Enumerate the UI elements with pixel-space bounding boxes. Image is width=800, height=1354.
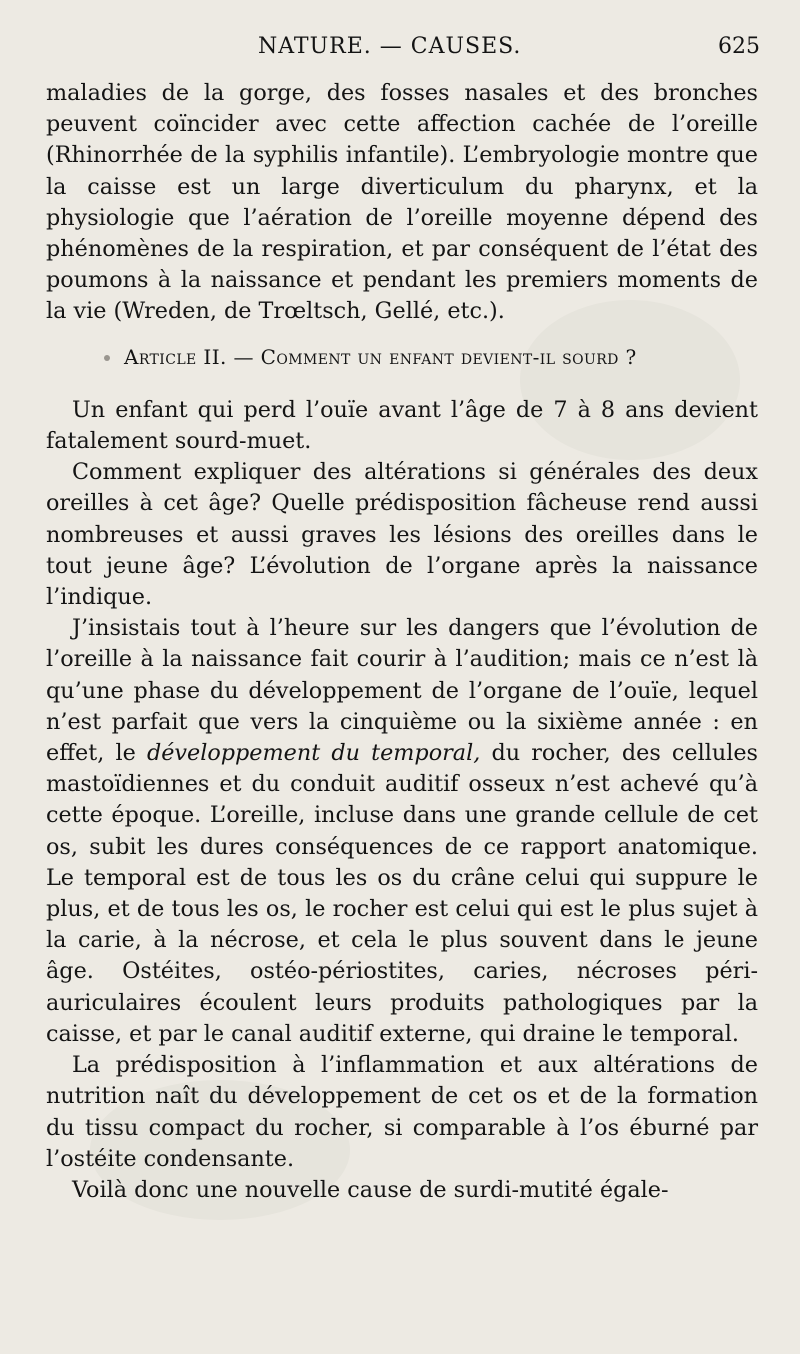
page-body (46, 78, 758, 1206)
page-header (0, 34, 800, 66)
article-heading (46, 342, 758, 373)
paragraph: Voilà donc une nouvelle cause de surdi-mutité égale- (72, 1176, 669, 1203)
paragraph: Un enfant qui perd l’ouïe avant l’âge de 7 à 8 ans devient fatalement sourd-muet. (46, 396, 758, 455)
paragraph-text: J’insistais tout à l’heure sur les dangers que l’évolution de l’oreille à la naissance fait courir à l’audition; mais ce n’est là qu’une phase du développement de l’organe de l’ouïe, lequel n’est parfait que vers la cinquième ou la sixième année : en effet, le (46, 615, 758, 767)
page-number: 625 (718, 34, 760, 59)
paragraph: La prédisposition à l’inflammation et aux altérations de nutrition naît du développement de cet os et de la formation du tissu compact du rocher, si comparable à l’os éburné par l’ostéite condensante. (46, 1052, 758, 1172)
continuation-paragraph: maladies de la gorge, des fosses nasales et des bronches peuvent coïncider avec cette affection cachée de l’oreille (Rhinorrhée de la syphilis infantile). L’embryologie montre que la caisse est un large diverticulum du pharynx, et la physiologie que l’aération de l’oreille moyenne dépend des phénomènes de la respiration, et par conséquent de l’état des poumons à la naissance et pendant les premiers moments de la vie (Wreden, de Trœltsch, Gellé, etc.). (46, 80, 758, 325)
paragraph-text: du rocher, des cellules mastoïdiennes et du conduit auditif osseux n’est achevé qu’à cette époque. L’oreille, incluse dans une grande cellule de cet os, subit les dures conséquences de ce rapport anatomique. Le temporal est de tous les os du crâne celui qui suppure le plus, et de tous les os, le rocher est celui qui est le plus sujet à la carie, à la nécrose, et cela le plus souvent dans le jeune âge. Ostéites, ostéo-périostites, caries, nécroses péri-auriculaires écoulent leurs produits pathologiques par la caisse, et par le canal auditif externe, qui draine le temporal. (46, 740, 758, 1047)
running-head: NATURE. — CAUSES. (258, 34, 522, 59)
article-heading-text: Article II. — Comment un enfant devient-il sourd ? (124, 344, 637, 369)
paragraph: Comment expliquer des altérations si générales des deux oreilles à cet âge? Quelle prédisposition fâcheuse rend aussi nombreuses et aussi graves les lésions des oreilles dans le tout jeune âge? L’évolution de l’organe après la naissance l’indique. (46, 459, 758, 611)
emphasis-text: développement du temporal, (146, 740, 481, 767)
bullet-mark (104, 355, 110, 361)
paragraph (46, 613, 758, 1050)
